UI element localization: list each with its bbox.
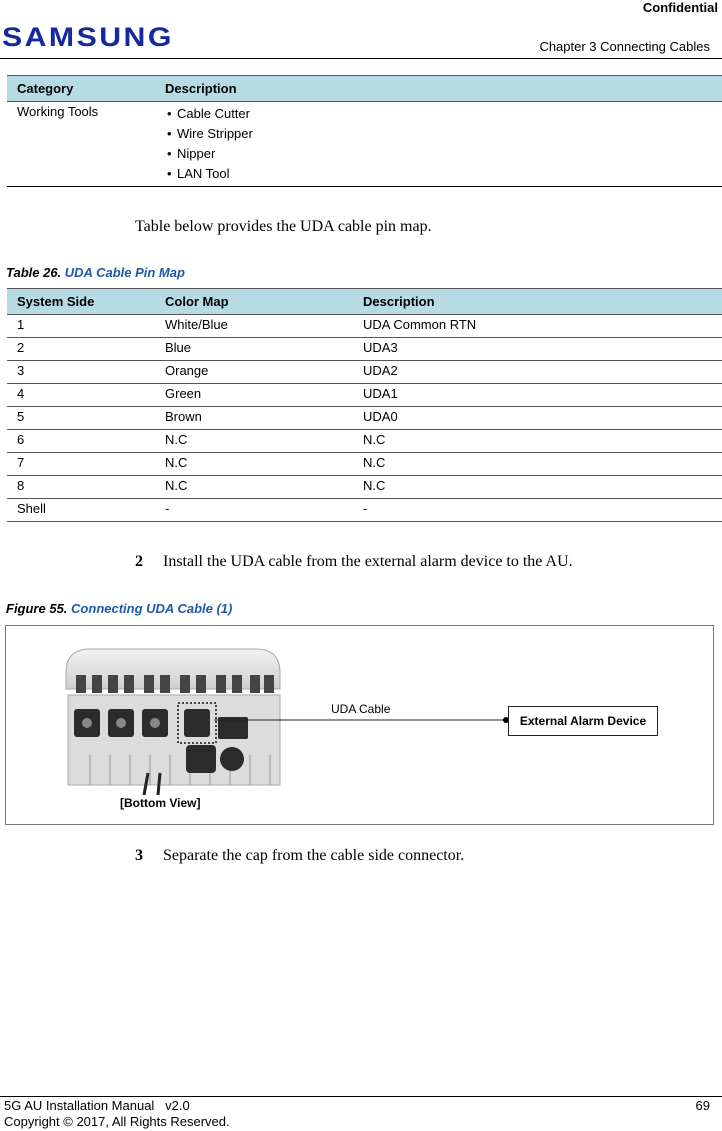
table-row <box>7 453 722 476</box>
step-text: Install the UDA cable from the external alarm device to the AU. <box>163 553 573 570</box>
copyright: Copyright © 2017, All Rights Reserved. <box>4 1114 230 1129</box>
caption-title: Connecting UDA Cable (1) <box>71 601 233 616</box>
table-cell: N.C <box>353 430 722 453</box>
table-cell: N.C <box>353 453 722 476</box>
table-cell: - <box>353 499 722 522</box>
table-cell: UDA0 <box>353 407 722 430</box>
table-row <box>7 384 722 407</box>
table-row <box>7 407 722 430</box>
table-cell: 2 <box>7 338 155 361</box>
table-cell: UDA2 <box>353 361 722 384</box>
table-cell: Shell <box>7 499 155 522</box>
list-item: • LAN Tool <box>165 164 712 184</box>
table-cell: White/Blue <box>155 315 353 338</box>
step-text: Separate the cap from the cable side connector. <box>163 847 465 864</box>
page-number: 69 <box>695 1098 710 1113</box>
table-cell: UDA Common RTN <box>353 315 722 338</box>
samsung-logo: SAMSUNG <box>2 22 174 52</box>
table-row <box>7 102 722 187</box>
column-header: System Side <box>7 289 155 315</box>
step-number: 3 <box>135 847 143 864</box>
table-cell: Blue <box>155 338 353 361</box>
table-cell: UDA1 <box>353 384 722 407</box>
pin-map-table <box>7 288 722 522</box>
table-cell: N.C <box>155 476 353 499</box>
bottom-view-label: [Bottom View] <box>120 796 201 810</box>
table-cell: 3 <box>7 361 155 384</box>
table-cell: 7 <box>7 453 155 476</box>
table-cell: N.C <box>353 476 722 499</box>
list-item: • Nipper <box>165 144 712 164</box>
table-cell: N.C <box>155 430 353 453</box>
confidential-label: Confidential <box>642 0 718 15</box>
column-header: Description <box>155 76 722 102</box>
table-header-row <box>7 76 722 102</box>
table-cell: Green <box>155 384 353 407</box>
category-cell: Working Tools <box>7 102 155 187</box>
caption-prefix: Figure 55. <box>6 601 68 616</box>
manual-title: 5G AU Installation Manual v2.0 <box>4 1098 190 1113</box>
table-cell: Brown <box>155 407 353 430</box>
uda-cable-label: UDA Cable <box>331 702 391 716</box>
table-cell: UDA3 <box>353 338 722 361</box>
external-alarm-device-box: External Alarm Device <box>508 706 658 736</box>
table-row <box>7 338 722 361</box>
table-cell: N.C <box>155 453 353 476</box>
list-item: • Cable Cutter <box>165 104 712 124</box>
column-header: Color Map <box>155 289 353 315</box>
list-item: • Wire Stripper <box>165 124 712 144</box>
caption-title: UDA Cable Pin Map <box>64 265 185 280</box>
description-cell <box>155 102 722 187</box>
table-row <box>7 430 722 453</box>
table-row <box>7 361 722 384</box>
tools-table <box>7 75 722 187</box>
table-cell: 8 <box>7 476 155 499</box>
table-cell: - <box>155 499 353 522</box>
table-row <box>7 499 722 522</box>
table-cell: 1 <box>7 315 155 338</box>
chapter-title: Chapter 3 Connecting Cables <box>539 39 710 54</box>
column-header: Category <box>7 76 155 102</box>
table-cell: 4 <box>7 384 155 407</box>
table-cell: 6 <box>7 430 155 453</box>
step-3 <box>135 847 464 865</box>
column-header: Description <box>353 289 722 315</box>
intro-paragraph: Table below provides the UDA cable pin map. <box>135 218 432 235</box>
step-2 <box>135 553 573 571</box>
table-cell: 5 <box>7 407 155 430</box>
table-header-row <box>7 289 722 315</box>
table-row <box>7 476 722 499</box>
footer-divider <box>0 1096 722 1097</box>
tool-list <box>165 104 712 184</box>
table-row <box>7 315 722 338</box>
step-number: 2 <box>135 553 143 570</box>
figure-caption <box>6 601 232 616</box>
table-caption <box>6 265 185 280</box>
caption-prefix: Table 26. <box>6 265 62 280</box>
header-divider <box>0 58 722 59</box>
table-cell: Orange <box>155 361 353 384</box>
